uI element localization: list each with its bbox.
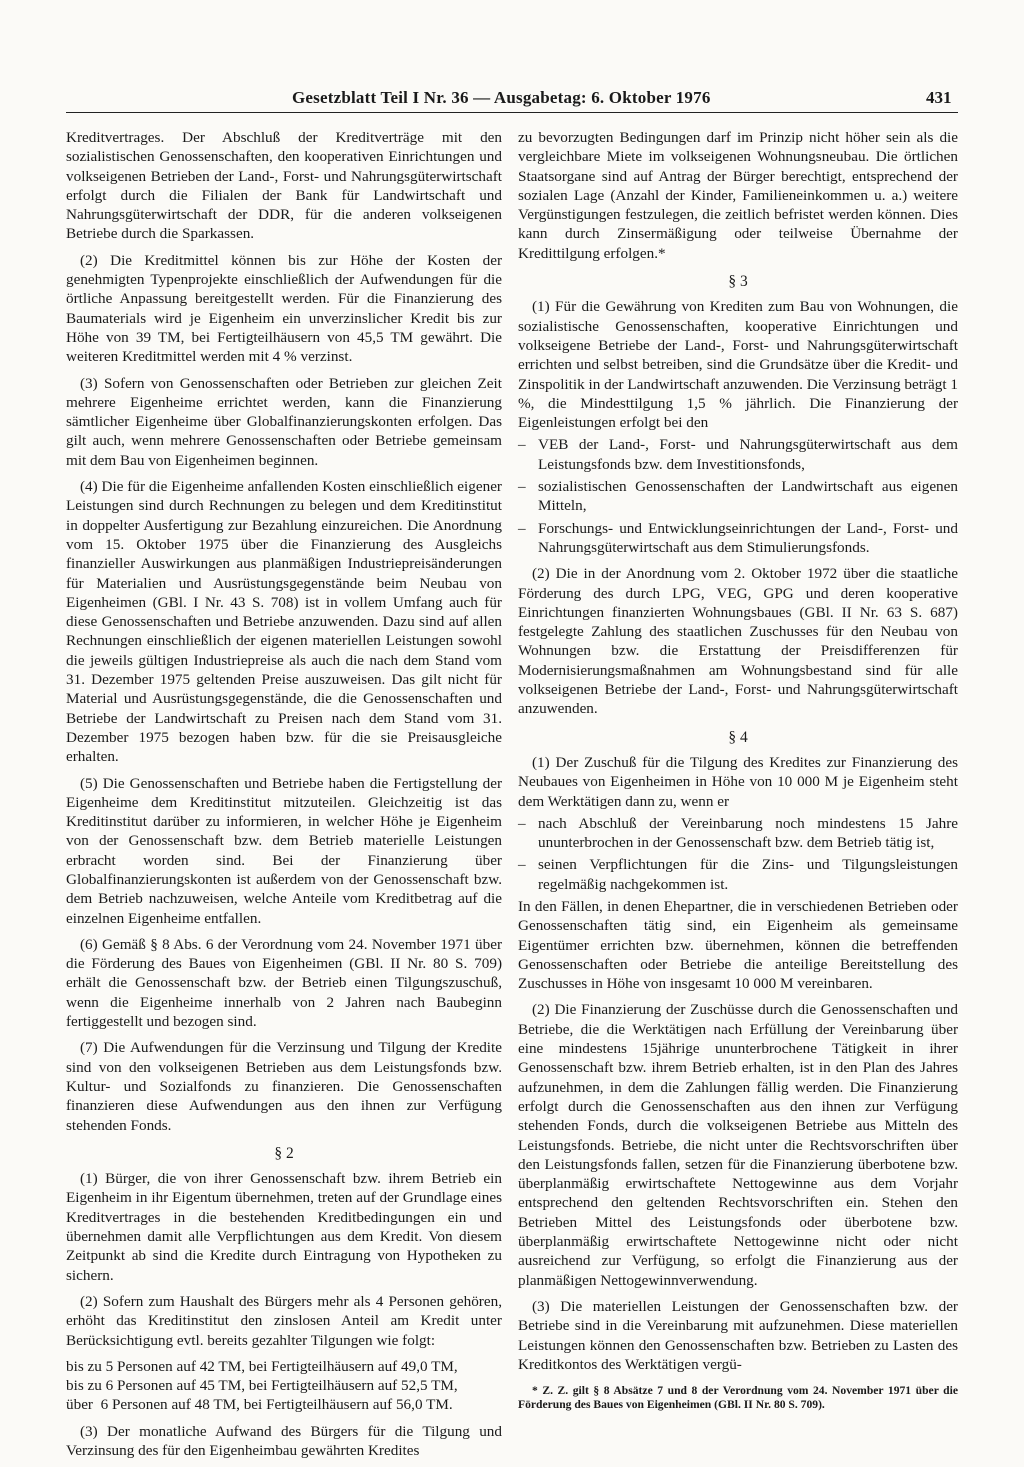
- paragraph: (3) Die materiellen Leistungen der Genossenschaften bzw. der Betriebe sind in die Vereinbarung mit aufzunehmen. Diese materiellen Leistungen können den Genossenschaften bzw. Betrieben zu Lasten des Kreditkontos des Werktätigen vergü-: [518, 1297, 958, 1373]
- dash-bullet: –: [518, 856, 526, 874]
- left-column: [66, 128, 502, 1467]
- footnote: * Z. Z. gilt § 8 Absätze 7 und 8 der Verordnung vom 24. November 1971 über die Förderung des Baues von Eigenheimen (GBl. II Nr. 80 S. 709).: [518, 1384, 958, 1411]
- paragraph: (1) Bürger, die von ihrer Genossenschaft bzw. ihrem Betrieb ein Eigenheim in ihr Eigentum übernehmen, treten auf der Grundlage eines Kreditvertrages in die bestehenden Kreditbedingungen ein und übernehmen damit alle Verpflichtungen aus dem Kredit. Von diesem Zeitpunkt ab sind die Kredite durch Eintragung von Hypotheken zu sichern.: [66, 1170, 502, 1284]
- list-item: [518, 814, 958, 853]
- paragraph: (7) Die Aufwendungen für die Verzinsung und Tilgung der Kredite sind von den volkseigenen Betrieben aus dem Leistungsfonds bzw. Kultur- und Sozialfonds zu finanzieren. Die Genossenschaften finanzieren diese Aufwendungen aus den ihnen zur Verfügung stehenden Fonds.: [66, 1039, 502, 1134]
- list-item: bis zu 6 Personen auf 45 TM, bei Fertigteilhäusern auf 52,5 TM,: [66, 1377, 458, 1395]
- list-item-text: nach Abschluß der Vereinbarung noch mindestens 15 Jahre ununterbrochen in der Genossenschaft bzw. dem Betrieb tätig ist,: [538, 814, 958, 852]
- right-column: [518, 128, 958, 1423]
- list-item-text: sozialistischen Genossenschaften der Landwirtschaft aus eigenen Mitteln,: [538, 478, 958, 515]
- paragraph: Kreditvertrages. Der Abschluß der Kreditverträge mit den sozialistischen Genossenschaften, den kooperativen Einrichtungen und volkseigenen Betrieben der Land-, Forst- und Nahrungsgüterwirtschaft erfolgt durch die Filialen der Bank für Landwirtschaft und Nahrungsgüterwirtschaft der DDR, für die anderen volkseigenen Betriebe durch die Sparkassen.: [66, 129, 502, 243]
- dash-bullet: –: [518, 814, 526, 832]
- list-item-text: VEB der Land-, Forst- und Nahrungsgüterwirtschaft aus dem Leistungsfonds bzw. dem Investitionsfonds,: [538, 436, 958, 473]
- paragraph: (6) Gemäß § 8 Abs. 6 der Verordnung vom 24. November 1971 über die Förderung des Baues von Eigenheimen (GBl. II Nr. 80 S. 709) erhält die Genossenschaft bzw. der Betrieb einen Tilgungszuschuß, wenn die Eigenheime innerhalb von 2 Jahren nach Baubeginn fertiggestellt und bezogen sind.: [66, 935, 502, 1031]
- dash-bullet: –: [518, 436, 526, 454]
- paragraph: (5) Die Genossenschaften und Betriebe haben die Fertigstellung der Eigenheime dem Kreditinstitut mitzuteilen. Gleichzeitig ist das Kreditinstitut darüber zu informieren, in welcher Höhe je Eigenheim von der Genossenschaft bzw. dem Betrieb materielle Leistungen erbracht worden sind. Bei der Finanzierung über Globalfinanzierungskonten ist außerdem von der Genossenschaft bzw. dem Betrieb nachzuweisen, welche Anteile vom Kreditbetrag auf die einzelnen Eigenheime entfallen.: [66, 774, 502, 927]
- paragraph: (3) Der monatliche Aufwand des Bürgers für die Tilgung und Verzinsung des für den Eigenheimbau gewährten Kredites: [66, 1422, 502, 1459]
- list-item: über 6 Personen auf 48 TM, bei Fertigteilhäusern auf 56,0 TM.: [66, 1396, 453, 1414]
- section-heading: § 4: [728, 728, 748, 746]
- list-item-text: seinen Verpflichtungen für die Zins- und Tilgungsleistungen regelmäßig nachgekommen ist.: [538, 856, 958, 893]
- header-rule: [66, 112, 958, 113]
- header-title: Gesetzblatt Teil I Nr. 36 — Ausgabetag: 6. Oktober 1976: [292, 88, 711, 107]
- dash-bullet: –: [518, 519, 526, 537]
- paragraph: (2) Die Finanzierung der Zuschüsse durch die Genossenschaften und Betriebe, die die Werktätigen nach Erfüllung der Vereinbarung über eine mindestens 15jährige ununterbrochene Tätigkeit in ihrer Genossenschaft bzw. ihrem Betrieb erhalten, ist in den Plan des Jahres aufzunehmen, in dem die Zahlungen fällig werden. Die Finanzierung erfolgt durch die Genossenschaften aus den ihnen zur Verfügung stehenden Fonds, durch die volkseigenen Betriebe aus Mitteln des Leistungsfonds. Betriebe, die nicht unter die Rechtsvorschriften über den Leistungsfonds fallen, setzen für die Finanzierung überbotene bzw. überplanmäßig erwirtschaftete Nettogewinne aus dem Vorjahr entsprechend den geltenden Rechtsvorschriften ein. Stehen den Betrieben Mittel des Leistungsfonds oder überbotene bzw. überplanmäßig erwirtschaftete Nettogewinne nicht oder nicht ausreichend zur Verfügung, so erfolgt die Finanzierung aus der planmäßigen Nettogewinnverwendung.: [518, 1001, 958, 1289]
- paragraph: (4) Die für die Eigenheime anfallenden Kosten einschließlich eigener Leistungen sind durch Rechnungen zu belegen und dem Kreditinstitut in doppelter Ausfertigung zur Bezahlung einzureichen. Die Anordnung vom 15. Oktober 1975 über die Finanzierung des Ausgleichs finanzieller Auswirkungen aus planmäßigen Industriepreisänderungen für Materialien und Ausrüstungsgegenstände beim Neubau von Eigenheimen (GBl. I Nr. 43 S. 708) ist in vollem Umfang auch für diese Genossenschaften und Betriebe anzuwenden. Dazu sind auf allen Rechnungen einschließlich der eigenen materiellen Leistungen sowohl die jeweils gültigen Industriepreise als auch die nach dem Stand vom 31. Dezember 1975 geltenden Preise auszuweisen. Das gilt nicht für Material und Ausrüstungsgegenstände, die die Genossenschaften und Betriebe der Landwirtschaft zu Preisen nach dem Stand vom 31. Dezember 1975 bezogen haben bzw. für die sie Preisausgleiche erhalten.: [66, 478, 502, 766]
- list-item: [518, 435, 958, 474]
- page-header: [0, 88, 1024, 112]
- list-item-text: Forschungs- und Entwicklungseinrichtungen der Land-, Forst- und Nahrungsgüterwirtschaft aus dem Stimulierungsfonds.: [538, 519, 958, 556]
- list-item: [518, 477, 958, 516]
- paragraph: (2) Sofern zum Haushalt des Bürgers mehr als 4 Personen gehören, erhöht das Kreditinstitut den zinslosen Anteil am Kredit unter Berücksichtigung evtl. bereits gezahlter Tilgungen wie folgt:: [66, 1292, 502, 1349]
- section-heading: § 3: [728, 273, 748, 291]
- paragraph: (2) Die in der Anordnung vom 2. Oktober 1972 über die staatliche Förderung des durch LPG, VEG, GPG und deren kooperative Einrichtungen finanzierten Wohnungsbaues (GBl. II Nr. 63 S. 687) festgelegte Zahlung des staatlichen Zuschusses für den Neubau von Wohnungen bzw. die Erstattung der Preisdifferenzen für Modernisierungsmaßnahmen am Wohnungsbestand sind für alle volkseigenen Betriebe der Land-, Forst- und Nahrungsgüterwirtschaft anzuwenden.: [518, 565, 958, 718]
- list-item: [518, 519, 958, 558]
- dash-bullet: –: [518, 478, 526, 496]
- paragraph: (2) Die Kreditmittel können bis zur Höhe der Kosten der genehmigten Typenprojekte einschließlich der Aufwendungen für die örtliche Anpassung bereitgestellt werden. Für die Finanzierung des Baumaterials wird je Eigenheim ein unverzinslicher Kredit bis zur Höhe von 39 TM, bei Fertigteilhäusern von 45,5 TM gewährt. Die weiteren Kreditmittel werden mit 4 % verzinst.: [66, 251, 502, 366]
- paragraph: zu bevorzugten Bedingungen darf im Prinzip nicht höher sein als die vergleichbare Miete im volkseigenen Wohnungsneubau. Die örtlichen Staatsorgane sind auf Antrag der Bürger berechtigt, entsprechend der sozialen Lage (Anzahl der Kinder, Familieneinkommen u. a.) weitere Vergünstigungen festzulegen, die zeitlich befristet werden können. Dies kann durch Zinsermäßigung oder teilweise Übernahme der Kredittilgung erfolgen.*: [518, 129, 958, 262]
- section-heading: § 2: [274, 1144, 294, 1162]
- paragraph: (1) Der Zuschuß für die Tilgung des Kredites zur Finanzierung des Neubaues von Eigenheimen in Höhe von 10 000 M je Eigenheim steht dem Werktätigen dann zu, wenn er: [518, 753, 958, 810]
- page-number: 431: [926, 88, 952, 107]
- person-list: [66, 1357, 502, 1415]
- list-item: [518, 855, 958, 894]
- paragraph: (1) Für die Gewährung von Krediten zum Bau von Wohnungen, die sozialistische Genossenschaften, kooperative Einrichtungen und volkseigene Betriebe der Land-, Forst- und Nahrungsgüterwirtschaft errichten und selbst betreiben, sind die Grundsätze über die Kredit- und Zinspolitik in der Landwirtschaft anzuwenden. Die Verzinsung beträgt 1 %, die Mindesttilgung 1,5 % jährlich. Die Finanzierung der Eigenleistungen erfolgt bei den: [518, 298, 958, 432]
- list-item: bis zu 5 Personen auf 42 TM, bei Fertigteilhäusern auf 49,0 TM,: [66, 1357, 458, 1375]
- paragraph: In den Fällen, in denen Ehepartner, die in verschiedenen Betrieben oder Genossenschaften tätig sind, ein Eigenheim als gemeinsame Eigentümer errichten bzw. übernehmen, können die betreffenden Genossenschaften oder Betriebe die anteilige Bereitstellung des Zuschusses in Höhe von insgesamt 10 000 M vereinbaren.: [518, 897, 958, 993]
- paragraph: (3) Sofern von Genossenschaften oder Betrieben zur gleichen Zeit mehrere Eigenheime errichtet werden, kann die Finanzierung sämtlicher Eigenheime über Globalfinanzierungskonten erfolgen. Das gilt auch, wenn mehrere Genossenschaften oder Betriebe gemeinsam mit dem Bau von Eigenheimen beginnen.: [66, 374, 502, 469]
